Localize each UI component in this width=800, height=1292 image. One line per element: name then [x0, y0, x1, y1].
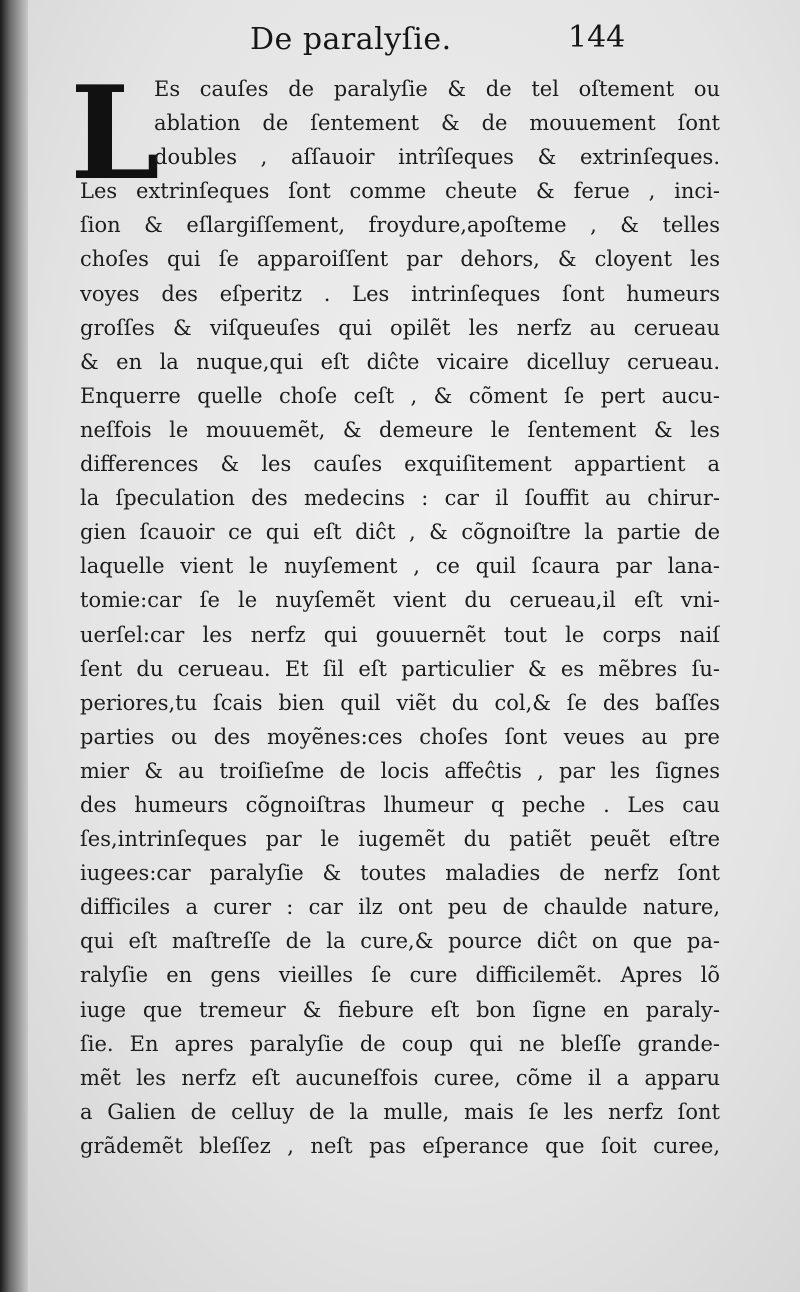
text-line: Enquerre quelle choſe ceſt , & cõment ſe pert aucu-	[80, 383, 720, 408]
text-line: laquelle vient le nuyſement , ce quil ſcaura par lana-	[80, 554, 720, 579]
binding-gutter-shadow	[0, 0, 28, 1292]
text-line: voyes des eſperitz . Les intrinſeques ſont humeurs	[80, 281, 720, 306]
body-text	[80, 72, 720, 1163]
text-line: grãdemẽt bleſſez , neſt pas eſperance que ſoit curee,	[80, 1133, 720, 1158]
text-line: ſes,intrinſeques par le iugemẽt du patiẽt peuẽt eſtre	[80, 827, 720, 852]
text-line: ſie. En apres paralyſie de coup qui ne bleſſe grande-	[80, 1031, 720, 1056]
text-line: ralyſie en gens vieilles ſe cure difficilemẽt. Apres lõ	[80, 963, 720, 988]
text-line: groſſes & viſqueuſes qui opilẽt les nerfz au cerueau	[80, 315, 720, 340]
text-line: des humeurs cõgnoiſtras lhumeur q peche . Les cau	[80, 792, 720, 817]
text-line: ſent du cerueau. Et ſil eſt particulier & es mẽbres ſu-	[80, 656, 720, 681]
text-line: iuge que tremeur & fiebure eſt bon ſigne en paraly-	[80, 997, 720, 1022]
text-line: ſion & eſlargiſſement, froydure,apoſteme , & telles	[80, 213, 720, 238]
page-number: 144	[568, 20, 626, 55]
text-line: tomie:car ſe le nuyſemẽt vient du cerueau,il eſt vni-	[80, 588, 720, 613]
text-line: & en la nuque,qui eſt diĉte vicaire dicelluy cerueau.	[80, 349, 720, 374]
running-title: De paralyſie.	[250, 22, 452, 57]
drop-cap-initial: L	[70, 59, 160, 209]
text-line: Les extrinſeques ſont comme cheute & ferue , inci-	[80, 179, 720, 204]
text-line: choſes qui ſe apparoiſſent par dehors, & cloyent les	[80, 247, 720, 272]
text-line: la ſpeculation des medecins : car il ſouffit au chirur-	[80, 486, 720, 511]
text-line: gien ſcauoir ce qui eſt diĉt , & cõgnoiſtre la partie de	[80, 520, 720, 545]
text-line: ablation de ſentement & de mouuement ſont	[154, 111, 720, 136]
text-line: Es cauſes de paralyſie & de tel oſtement ou	[154, 77, 720, 101]
text-line: iugees:car paralyſie & toutes maladies de nerfz ſont	[80, 861, 720, 886]
text-line: differences & les cauſes exquiſitement appartient a	[80, 452, 720, 477]
text-line: parties ou des moyẽnes:ces choſes ſont veues au pre	[80, 724, 720, 749]
text-line: periores,tu ſcais bien quil viẽt du col,& ſe des baſſes	[80, 690, 720, 715]
text-line: doubles , aſſauoir intrîſeques & extrinſeques.	[154, 145, 720, 170]
text-line: mẽt les nerfz eſt aucuneſfois curee, cõme il a apparu	[80, 1065, 720, 1090]
text-line: mier & au troiſieſme de locis affeĉtis , par les ſignes	[80, 758, 720, 783]
text-line: difficiles a curer : car ilz ont peu de chaulde nature,	[80, 895, 720, 920]
text-line: uerſel:car les nerfz qui gouuernẽt tout le corps naiſ	[80, 622, 720, 647]
text-line: a Galien de celluy de la mulle, mais ſe les nerfz ſont	[80, 1099, 720, 1124]
text-line: qui eſt maſtreſſe de la cure,& pource diĉt on que pa-	[80, 929, 720, 954]
text-line: neſfois le mouuemẽt, & demeure le ſentement & les	[80, 417, 720, 442]
